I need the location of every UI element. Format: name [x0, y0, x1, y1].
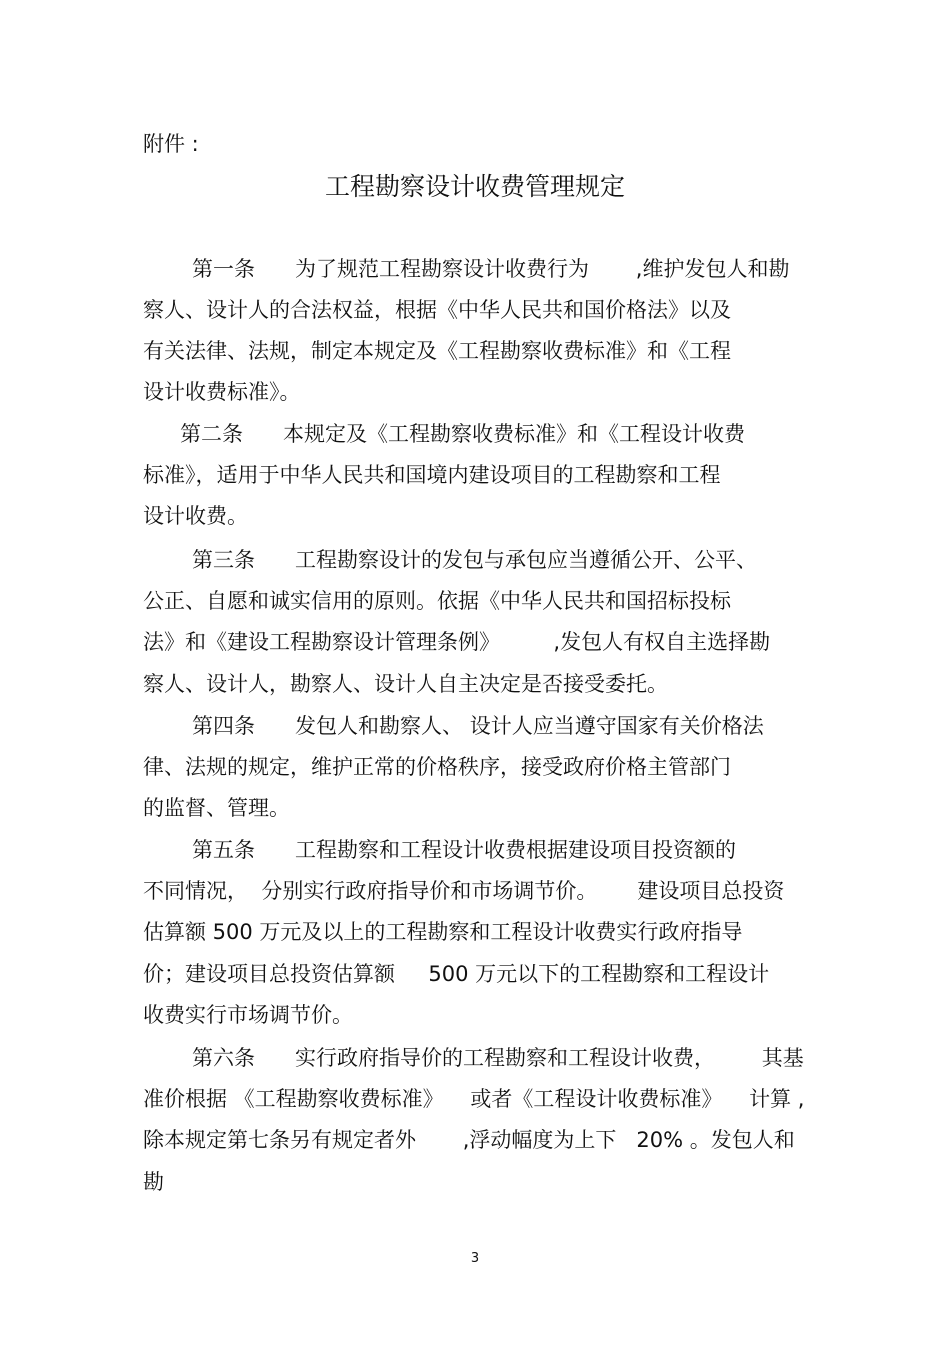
- page-number: 3: [470, 1251, 480, 1266]
- text-line: 察人、设计人，勘察人、设计人自主决定是否接受委托。: [143, 672, 668, 696]
- text-line: 第二条 本规定及《工程勘察收费标准》和《工程设计收费: [180, 422, 746, 446]
- text-line: 收费实行市场调节价。: [143, 1003, 353, 1027]
- text-line: 律、法规的规定，维护正常的价格秩序，接受政府价格主管部门: [143, 755, 731, 779]
- text-line: 有关法律、法规，制定本规定及《工程勘察收费标准》和《工程: [143, 339, 731, 363]
- document-title: 工程勘察设计收费管理规定: [324, 172, 625, 201]
- text-line: 法》和《建设工程勘察设计管理条例》 ,发包人有权自主选择勘: [143, 630, 771, 654]
- text-line: 第五条 工程勘察和工程设计收费根据建设项目投资额的: [192, 838, 737, 862]
- text-line: 的监督、管理。: [143, 796, 290, 820]
- text-line: 估算额 500 万元及以上的工程勘察和工程设计收费实行政府指导: [143, 920, 743, 944]
- text-line: 不同情况， 分别实行政府指导价和市场调节价。 建设项目总投资: [143, 879, 785, 903]
- text-line: 价；建设项目总投资估算额 500 万元以下的工程勘察和工程设计: [143, 962, 770, 986]
- text-line: 标准》，适用于中华人民共和国境内建设项目的工程勘察和工程: [143, 463, 721, 487]
- text-line: 第六条 实行政府指导价的工程勘察和工程设计收费， 其基: [192, 1046, 804, 1070]
- text-line: 第四条 发包人和勘察人、 设计人应当遵守国家有关价格法: [192, 714, 764, 738]
- attachment-label: 附件 :: [143, 132, 199, 156]
- text-line: 准价根据 《工程勘察收费标准》 或者《工程设计收费标准》 计算 ,: [143, 1087, 805, 1111]
- text-line: 设计收费。: [143, 504, 248, 528]
- text-line: 第一条 为了规范工程勘察设计收费行为 ,维护发包人和勘: [192, 257, 790, 281]
- text-line: 第三条 工程勘察设计的发包与承包应当遵循公开、公平、: [192, 548, 758, 572]
- text-line: 设计收费标准》。: [143, 380, 301, 404]
- text-line: 除本规定第七条另有规定者外 ,浮动幅度为上下 20% 。发包人和: [143, 1128, 795, 1152]
- text-line: 公正、自愿和诚实信用的原则。依据《中华人民共和国招标投标: [143, 589, 731, 613]
- text-line: 察人、设计人的合法权益，根据《中华人民共和国价格法》以及: [143, 298, 731, 322]
- text-line: 勘: [143, 1170, 164, 1194]
